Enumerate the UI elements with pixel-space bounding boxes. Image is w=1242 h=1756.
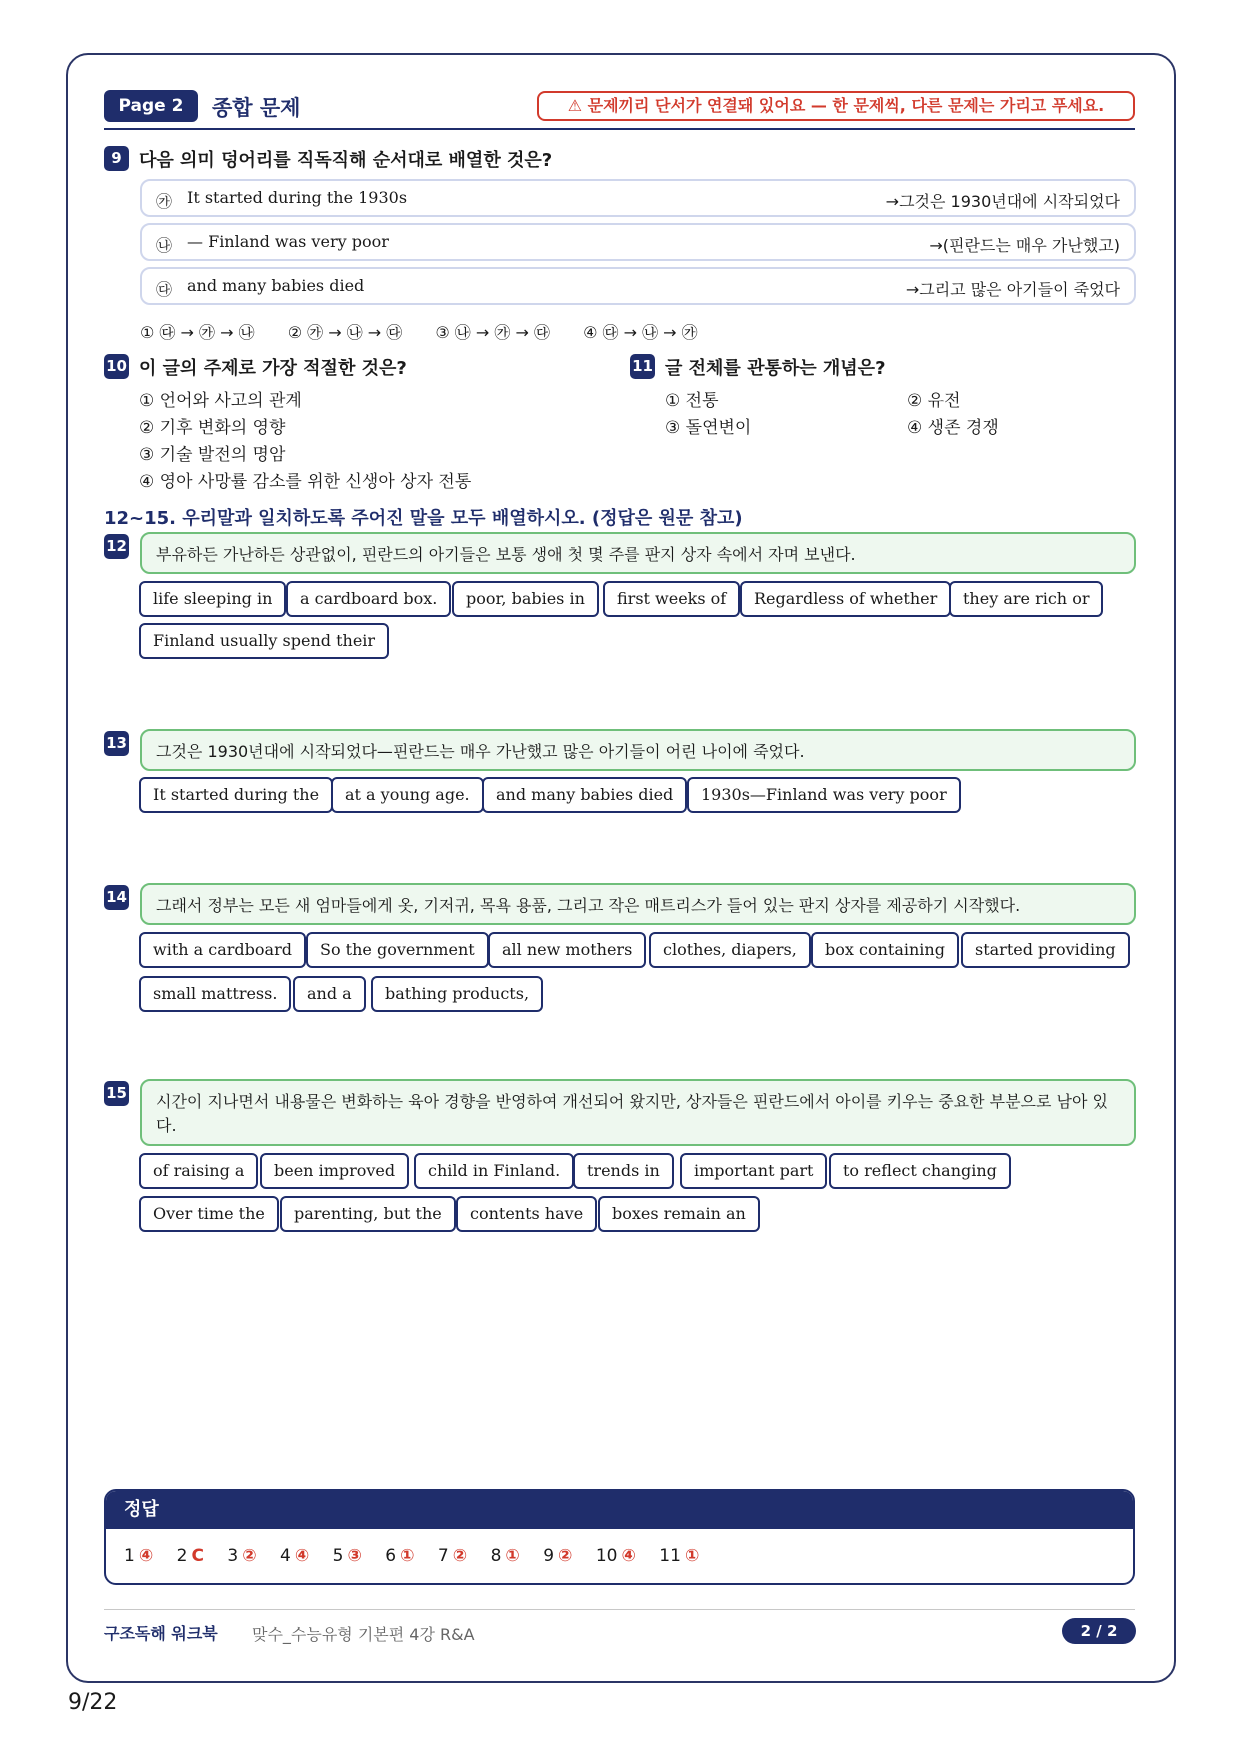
word-tile[interactable]: been improved [260,1153,409,1189]
question-number-12: 12 [104,534,129,559]
word-tile[interactable]: of raising a [139,1153,258,1189]
section-12-15-title: 12~15. 우리말과 일치하도록 주어진 말을 모두 배열하시오. (정답은 원문 참고) [104,508,743,529]
answer-item: 6 ① [385,1546,415,1566]
chunk-korean: →그것은 1930년대에 시작되었다 [885,192,1120,211]
question-15-prompt: 시간이 지나면서 내용물은 변화하는 육아 경향을 반영하여 개선되어 왔지만, 상자들은 핀란드에서 아이를 키우는 중요한 부분으로 남아 있다. [140,1079,1136,1146]
q11-option-3[interactable]: ③ 돌연변이 [665,418,752,438]
question-9-options [140,320,726,343]
option[interactable]: ③ ㉯ → ㉮ → ㉰ [435,323,550,342]
word-tile[interactable]: Finland usually spend their [139,623,389,659]
chunk-row-da [140,267,1136,305]
word-tile[interactable]: Over time the [139,1196,279,1232]
word-tile[interactable]: child in Finland. [414,1153,574,1189]
word-tile[interactable]: a cardboard box. [286,581,451,617]
word-tile[interactable]: box containing [811,932,959,968]
answer-item: 4 ④ [280,1546,310,1566]
word-tile[interactable]: trends in [573,1153,674,1189]
word-tile[interactable]: contents have [456,1196,597,1232]
chunk-english: — Finland was very poor [187,232,389,251]
chunk-korean: →(핀란드는 매우 가난했고) [929,236,1120,255]
word-tile[interactable]: parenting, but the [280,1196,456,1232]
question-number-14: 14 [104,885,129,910]
word-tile[interactable]: at a young age. [331,777,484,813]
footer-brand: 구조독해 워크북 [104,1624,218,1643]
word-tile[interactable]: Regardless of whether [740,581,951,617]
word-tile[interactable]: small mattress. [139,976,291,1012]
chunk-english: and many babies died [187,276,365,295]
answer-item: 7 ② [437,1546,468,1566]
answer-item: 10 ④ [595,1546,636,1566]
footer-divider [104,1609,1135,1610]
word-tile[interactable]: and many babies died [482,777,687,813]
answer-item: 5 ③ [332,1546,362,1566]
answer-list [124,1546,717,1566]
word-tile[interactable]: 1930s—Finland was very poor [687,777,961,813]
word-tile[interactable]: It started during the [139,777,333,813]
question-12-prompt: 부유하든 가난하든 상관없이, 핀란드의 아기들은 보통 생애 첫 몇 주를 판지 상자 속에서 자며 보낸다. [140,532,1136,574]
word-tile[interactable]: life sleeping in [139,581,286,617]
chunk-english: It started during the 1930s [187,188,408,207]
word-tile[interactable]: with a cardboard [139,932,306,968]
header-divider [104,128,1135,130]
page-badge: Page 2 [104,90,198,122]
footer-page-indicator: 2 / 2 [1062,1618,1136,1644]
word-tile[interactable]: they are rich or [949,581,1103,617]
q11-option-1[interactable]: ① 전통 [665,391,719,411]
word-tile[interactable]: important part [680,1153,827,1189]
footer-subtitle: 맞수_수능유형 기본편 4강 R&A [252,1625,475,1644]
answer-item: 11 ① [659,1546,700,1566]
answer-item: 8 ① [490,1546,520,1566]
chunk-row-ga [140,179,1136,217]
question-9-text: 다음 의미 덩어리를 직독직해 순서대로 배열한 것은? [139,150,553,171]
document-page-count: 9/22 [68,1690,118,1715]
word-tile[interactable]: boxes remain an [598,1196,760,1232]
chunk-row-na [140,223,1136,261]
question-13-prompt: 그것은 1930년대에 시작되었다—핀란드는 매우 가난했고 많은 아기들이 어린 나이에 죽었다. [140,729,1136,771]
answer-key [104,1489,1135,1585]
q10-option-3[interactable]: ③ 기술 발전의 명암 [139,445,286,465]
section-title: 종합 문제 [212,96,301,120]
word-tile[interactable]: started providing [961,932,1130,968]
answer-item: 9 ② [543,1546,573,1566]
question-number-10: 10 [104,354,129,379]
q10-option-4[interactable]: ④ 영아 사망률 감소를 위한 신생아 상자 전통 [139,472,472,492]
word-tile[interactable]: to reflect changing [829,1153,1011,1189]
option[interactable]: ② ㉮ → ㉯ → ㉰ [287,323,403,342]
answer-item: 2 C [176,1546,204,1566]
chunk-mark: ㉰ [156,280,173,299]
q11-option-4[interactable]: ④ 생존 경쟁 [907,418,999,438]
answer-item: 1 ④ [124,1546,154,1566]
question-number-15: 15 [104,1081,129,1106]
q10-option-1[interactable]: ① 언어와 사고의 관계 [139,391,302,411]
word-tile[interactable]: all new mothers [488,932,646,968]
answer-item: 3 ② [227,1546,257,1566]
question-11-text: 글 전체를 관통하는 개념은? [665,358,886,379]
chunk-mark: ㉯ [156,236,173,255]
option[interactable]: ① ㉰ → ㉮ → ㉯ [140,323,255,342]
word-tile[interactable]: So the government [306,932,489,968]
question-number-11: 11 [630,354,655,379]
chunk-mark: ㉮ [156,192,173,211]
question-10-text: 이 글의 주제로 가장 적절한 것은? [139,358,407,379]
question-14-prompt: 그래서 정부는 모든 새 엄마들에게 옷, 기저귀, 목욕 용품, 그리고 작은 매트리스가 들어 있는 판지 상자를 제공하기 시작했다. [140,883,1136,925]
word-tile[interactable]: poor, babies in [452,581,599,617]
q11-option-2[interactable]: ② 유전 [907,391,961,411]
warning-banner: ⚠ 문제끼리 단서가 연결돼 있어요 — 한 문제씩, 다른 문제는 가리고 푸세요. [537,91,1135,121]
question-number-13: 13 [104,731,129,756]
answer-key-title: 정답 [106,1491,1133,1529]
word-tile[interactable]: clothes, diapers, [649,932,811,968]
word-tile[interactable]: and a [293,976,366,1012]
chunk-korean: →그리고 많은 아기들이 죽었다 [905,280,1120,299]
word-tile[interactable]: bathing products, [371,976,543,1012]
question-number-9: 9 [104,146,129,171]
word-tile[interactable]: first weeks of [603,581,740,617]
option[interactable]: ④ ㉰ → ㉯ → ㉮ [583,323,698,342]
q10-option-2[interactable]: ② 기후 변화의 영향 [139,418,286,438]
